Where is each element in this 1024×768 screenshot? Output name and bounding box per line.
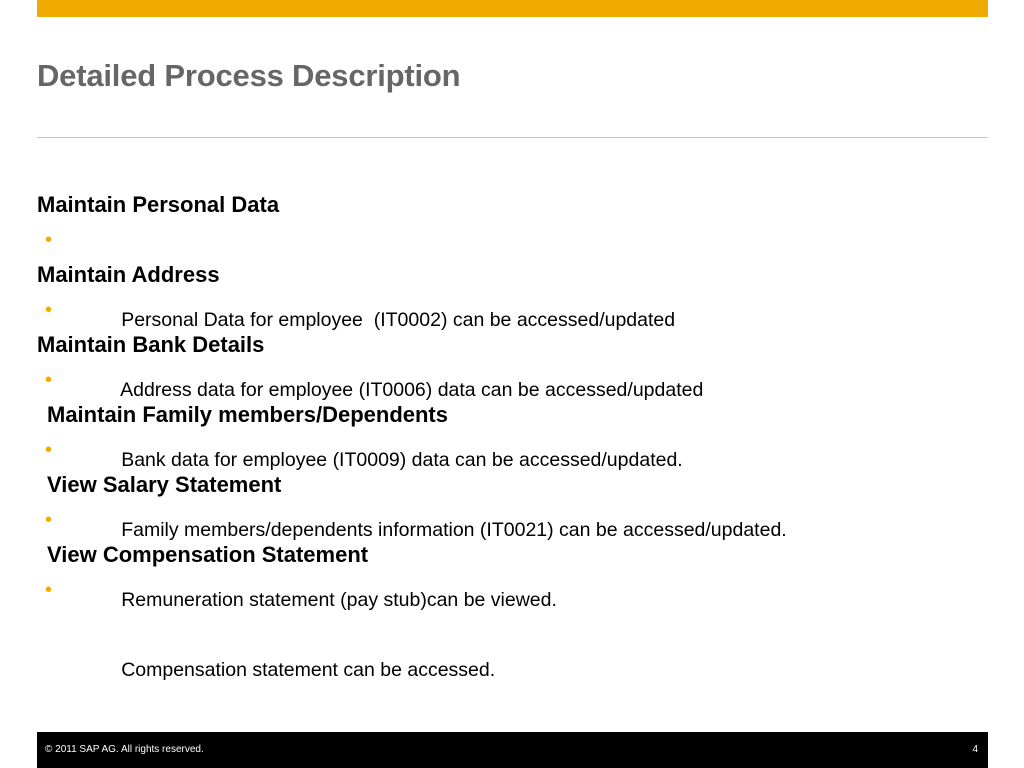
title-divider [37,137,988,138]
bullet-text: Family members/dependents information (IT0021) can be accessed/updated. [121,519,787,541]
footer-bar [37,732,988,768]
page-number: 4 [972,744,978,755]
bullet-icon: • [45,299,53,321]
top-accent-bar [37,0,988,17]
page-title: Detailed Process Description [37,58,461,93]
bullet-text: Personal Data for employee (IT0002) can be accessed/updated [121,309,676,331]
bullet-icon: • [45,439,53,461]
bullet-icon: • [45,369,53,391]
section-heading: Maintain Bank Details [37,332,265,357]
bullet-icon: • [45,579,53,601]
bullet-icon: • [45,229,53,251]
section-heading: Maintain Personal Data [37,192,280,217]
bullet-list [37,570,977,681]
section-heading: Maintain Family members/Dependents [47,402,448,427]
section-heading: Maintain Address [37,262,220,287]
section-heading: View Salary Statement [47,472,282,497]
section-view-compensation-statement [37,540,977,681]
footer-copyright: © 2011 SAP AG. All rights reserved. [45,744,204,755]
bullet-text: Address data for employee (IT0006) data can be accessed/updated [120,379,704,401]
bullet-text: Compensation statement can be accessed. [121,659,496,681]
bullet-text: Remuneration statement (pay stub)can be viewed. [121,589,557,611]
bullet-text: Bank data for employee (IT0009) data can be accessed/updated. [121,449,683,471]
content-area [37,190,977,681]
list-item [37,570,977,681]
bullet-icon: • [45,509,53,531]
section-heading: View Compensation Statement [47,542,369,567]
